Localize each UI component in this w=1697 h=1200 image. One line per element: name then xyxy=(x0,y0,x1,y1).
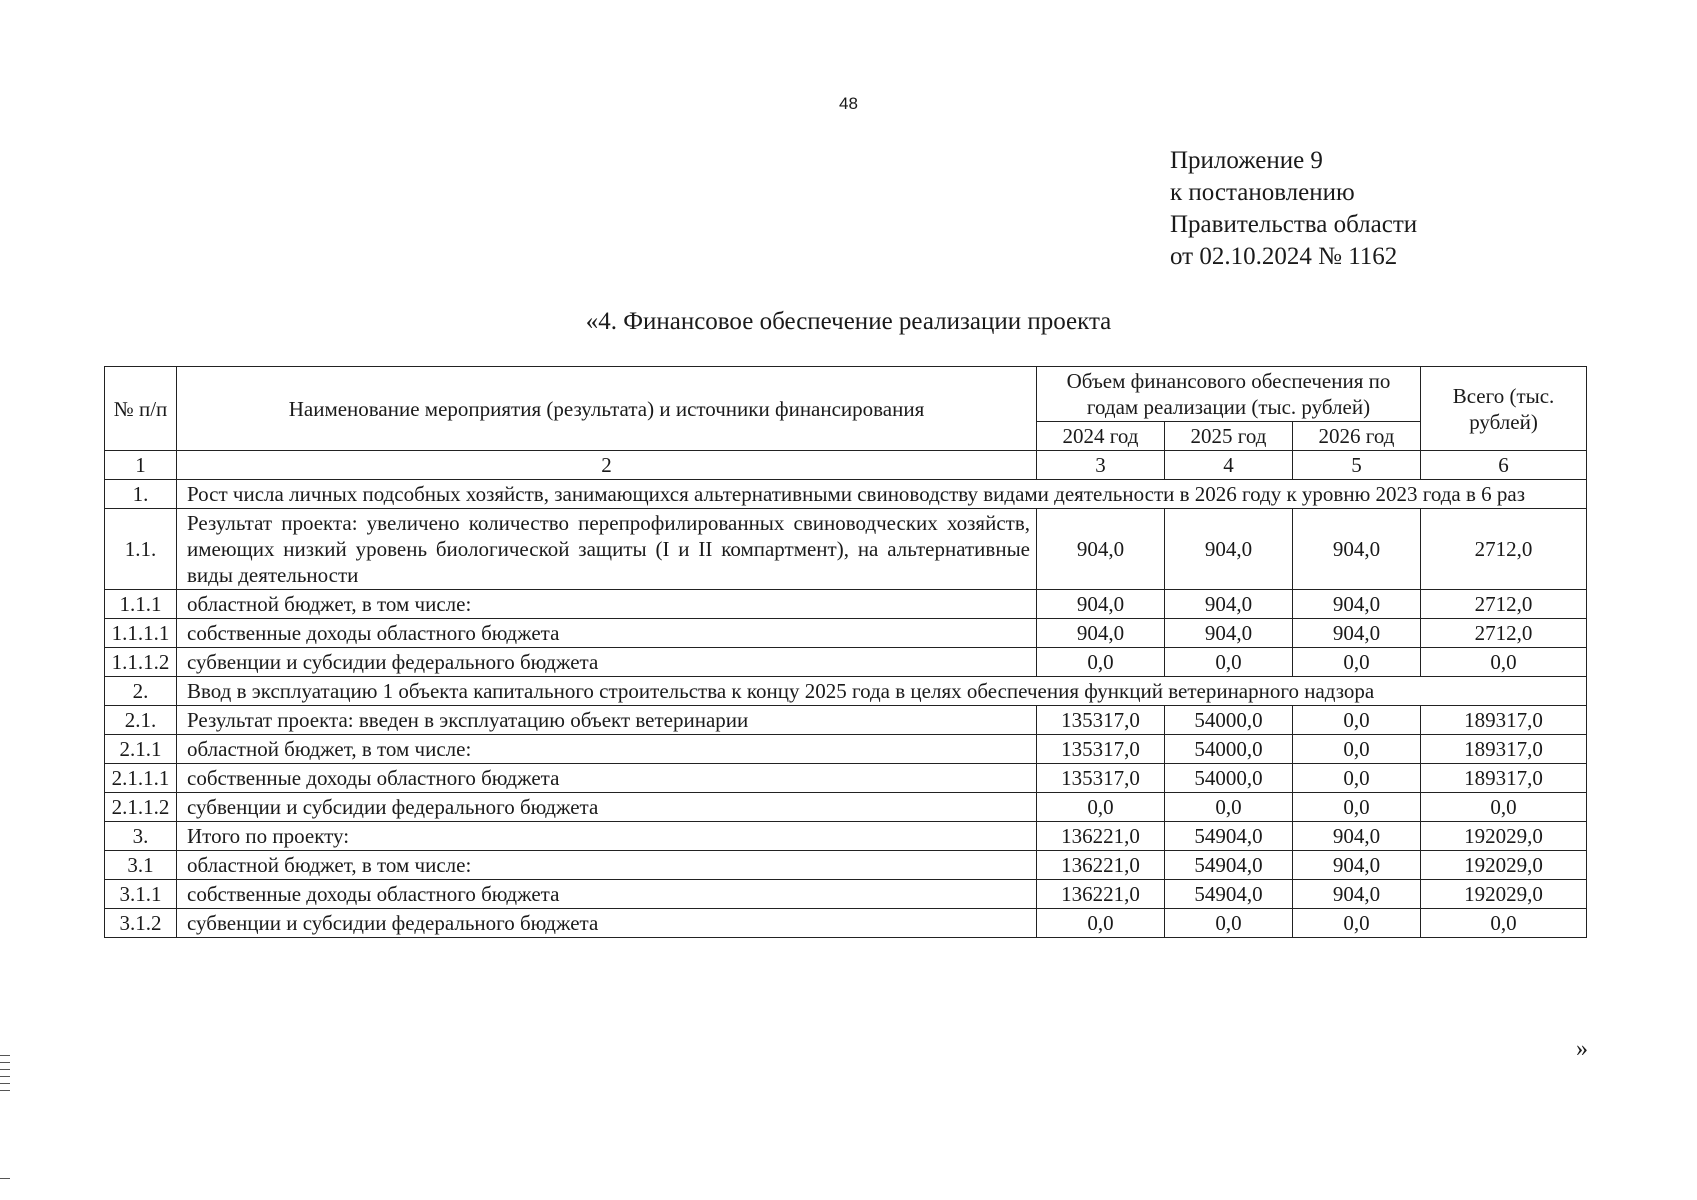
value-total: 0,0 xyxy=(1421,909,1587,938)
table-row xyxy=(105,480,1587,509)
column-number: 3 xyxy=(1037,451,1165,480)
table-row xyxy=(105,822,1587,851)
margin-mark xyxy=(0,1062,10,1063)
value-total: 189317,0 xyxy=(1421,706,1587,735)
row-number: 1. xyxy=(105,480,177,509)
appendix-line: от 02.10.2024 № 1162 xyxy=(1170,243,1398,270)
header-year-2024: 2024 год xyxy=(1037,422,1165,451)
row-name: собственные доходы областного бюджета xyxy=(177,880,1037,909)
value-2024: 135317,0 xyxy=(1037,764,1165,793)
value-2024: 0,0 xyxy=(1037,648,1165,677)
header-volume: Объем финансового обеспечения по годам реализации (тыс. рублей) xyxy=(1037,367,1421,422)
value-2024: 904,0 xyxy=(1037,590,1165,619)
column-number: 4 xyxy=(1165,451,1293,480)
value-2026: 0,0 xyxy=(1293,706,1421,735)
row-name: собственные доходы областного бюджета xyxy=(177,764,1037,793)
row-number: 2.1.1.2 xyxy=(105,793,177,822)
value-total: 2712,0 xyxy=(1421,509,1587,590)
row-name: Результат проекта: введен в эксплуатацию объект ветеринарии xyxy=(177,706,1037,735)
value-2025: 54000,0 xyxy=(1165,764,1293,793)
row-number: 3.1.1 xyxy=(105,880,177,909)
value-2026: 904,0 xyxy=(1293,851,1421,880)
table-row xyxy=(105,590,1587,619)
row-name: субвенции и субсидии федерального бюджета xyxy=(177,909,1037,938)
section-title: «4. Финансовое обеспечение реализации проекта xyxy=(585,308,1112,335)
row-number: 3. xyxy=(105,822,177,851)
closing-quote: » xyxy=(1576,1036,1588,1062)
table-row xyxy=(105,764,1587,793)
value-2025: 54000,0 xyxy=(1165,735,1293,764)
value-2025: 904,0 xyxy=(1165,509,1293,590)
table-row xyxy=(105,648,1587,677)
value-total: 0,0 xyxy=(1421,648,1587,677)
row-number: 1.1.1 xyxy=(105,590,177,619)
value-2025: 0,0 xyxy=(1165,648,1293,677)
value-2026: 904,0 xyxy=(1293,880,1421,909)
value-2026: 904,0 xyxy=(1293,822,1421,851)
row-name: областной бюджет, в том числе: xyxy=(177,851,1037,880)
row-name: Рост числа личных подсобных хозяйств, занимающихся альтернативными свиноводству видами деятельности в 2026 году к уровню 2023 года в 6 раз xyxy=(177,480,1587,509)
row-name: Ввод в эксплуатацию 1 объекта капитального строительства к концу 2025 года в целях обеспечения функций ветеринарного надзора xyxy=(177,677,1587,706)
value-2026: 0,0 xyxy=(1293,909,1421,938)
row-number: 2.1. xyxy=(105,706,177,735)
table-row xyxy=(105,793,1587,822)
value-total: 189317,0 xyxy=(1421,764,1587,793)
appendix-line: Приложение 9 xyxy=(1170,147,1323,174)
value-total: 192029,0 xyxy=(1421,880,1587,909)
value-2026: 904,0 xyxy=(1293,619,1421,648)
header-year-2025: 2025 год xyxy=(1165,422,1293,451)
margin-mark xyxy=(0,1069,10,1070)
table-row xyxy=(105,677,1587,706)
row-name: Результат проекта: увеличено количество перепрофилированных свиноводческих хозяйств, имеющих низкий уровень биологической защиты (I и II компартмент), на альтернативные виды деятельности xyxy=(177,509,1037,590)
value-2024: 135317,0 xyxy=(1037,706,1165,735)
row-number: 3.1.2 xyxy=(105,909,177,938)
value-2025: 904,0 xyxy=(1165,619,1293,648)
value-2024: 0,0 xyxy=(1037,793,1165,822)
value-total: 189317,0 xyxy=(1421,735,1587,764)
value-2026: 0,0 xyxy=(1293,735,1421,764)
margin-mark xyxy=(0,1055,10,1056)
margin-mark xyxy=(0,1178,10,1179)
row-number: 1.1.1.1 xyxy=(105,619,177,648)
header-year-2026: 2026 год xyxy=(1293,422,1421,451)
table-row xyxy=(105,509,1587,590)
value-2026: 904,0 xyxy=(1293,509,1421,590)
value-2025: 54000,0 xyxy=(1165,706,1293,735)
margin-mark xyxy=(0,1090,10,1091)
value-2024: 136221,0 xyxy=(1037,822,1165,851)
row-number: 2.1.1.1 xyxy=(105,764,177,793)
row-name: собственные доходы областного бюджета xyxy=(177,619,1037,648)
table-row xyxy=(105,706,1587,735)
row-name: областной бюджет, в том числе: xyxy=(177,735,1037,764)
row-number: 1.1. xyxy=(105,509,177,590)
appendix-block xyxy=(1170,145,1417,273)
financing-table-wrapper xyxy=(104,366,1586,938)
value-2026: 904,0 xyxy=(1293,590,1421,619)
row-name: субвенции и субсидии федерального бюджета xyxy=(177,793,1037,822)
table-row xyxy=(105,619,1587,648)
value-total: 192029,0 xyxy=(1421,822,1587,851)
value-2025: 54904,0 xyxy=(1165,851,1293,880)
appendix-line: Правительства области xyxy=(1170,211,1418,238)
row-name: субвенции и субсидии федерального бюджета xyxy=(177,648,1037,677)
margin-mark xyxy=(0,1076,10,1077)
value-2024: 904,0 xyxy=(1037,509,1165,590)
value-total: 0,0 xyxy=(1421,793,1587,822)
value-total: 2712,0 xyxy=(1421,619,1587,648)
value-total: 2712,0 xyxy=(1421,590,1587,619)
column-number: 1 xyxy=(105,451,177,480)
header-total: Всего (тыс. рублей) xyxy=(1421,367,1587,451)
value-2024: 904,0 xyxy=(1037,619,1165,648)
value-2026: 0,0 xyxy=(1293,764,1421,793)
table-row xyxy=(105,851,1587,880)
value-2025: 0,0 xyxy=(1165,909,1293,938)
row-number: 1.1.1.2 xyxy=(105,648,177,677)
row-name: Итого по проекту: xyxy=(177,822,1037,851)
value-2024: 135317,0 xyxy=(1037,735,1165,764)
value-2025: 904,0 xyxy=(1165,590,1293,619)
header-name: Наименование мероприятия (результата) и источники финансирования xyxy=(177,367,1037,451)
financing-table xyxy=(104,366,1587,938)
page-number: 48 xyxy=(839,94,858,113)
column-number: 5 xyxy=(1293,451,1421,480)
appendix-line: к постановлению xyxy=(1170,179,1355,206)
margin-mark xyxy=(0,1083,10,1084)
column-number: 6 xyxy=(1421,451,1587,480)
value-2024: 0,0 xyxy=(1037,909,1165,938)
table-row xyxy=(105,735,1587,764)
table-body xyxy=(105,480,1587,938)
value-2025: 54904,0 xyxy=(1165,880,1293,909)
value-2025: 54904,0 xyxy=(1165,822,1293,851)
value-total: 192029,0 xyxy=(1421,851,1587,880)
value-2024: 136221,0 xyxy=(1037,851,1165,880)
row-name: областной бюджет, в том числе: xyxy=(177,590,1037,619)
row-number: 3.1 xyxy=(105,851,177,880)
row-number: 2.1.1 xyxy=(105,735,177,764)
value-2026: 0,0 xyxy=(1293,793,1421,822)
value-2025: 0,0 xyxy=(1165,793,1293,822)
header-num: № п/п xyxy=(105,367,177,451)
table-row xyxy=(105,909,1587,938)
table-row xyxy=(105,880,1587,909)
column-number: 2 xyxy=(177,451,1037,480)
row-number: 2. xyxy=(105,677,177,706)
value-2024: 136221,0 xyxy=(1037,880,1165,909)
value-2026: 0,0 xyxy=(1293,648,1421,677)
